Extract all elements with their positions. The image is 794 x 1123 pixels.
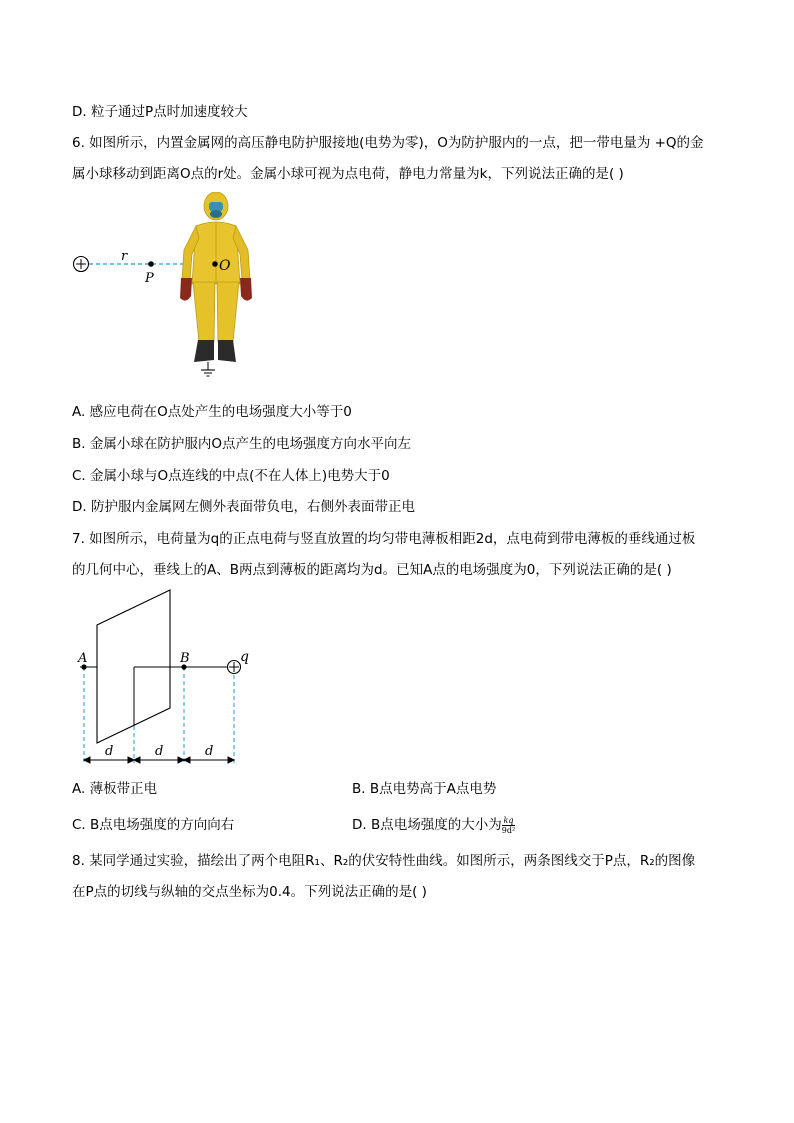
q6-stem-line2: 属小球移动到距离O点的r处。金属小球可视为点电荷，静电力常量为k，下列说法正确的是( ) [72, 166, 624, 182]
label-p: P [145, 271, 154, 286]
q7-stem-line2: 的几何中心，垂线上的A、B两点到薄板的距离均为d。已知A点的电场强度为0，下列说法正确的是( ) [72, 562, 672, 578]
point-p [148, 261, 154, 267]
q5-option-d: D. 粒子通过P点时加速度较大 [72, 104, 248, 120]
label-d-1: d [105, 744, 114, 759]
q7-figure [72, 585, 272, 770]
protective-suit-person-icon [180, 192, 252, 362]
fraction-denominator: 9d² [501, 825, 516, 835]
ground-icon [201, 362, 215, 376]
q6-option-d: D. 防护服内金属网左侧外表面带负电，右侧外表面带正电 [72, 499, 415, 515]
q7-option-c: C. B点电场强度的方向向右 [72, 817, 235, 833]
label-q: q [240, 649, 249, 665]
q6-figure [68, 192, 268, 384]
q6-option-c: C. 金属小球与O点连线的中点(不在人体上)电势大于0 [72, 468, 390, 484]
q6-option-b: B. 金属小球在防护服内O点产生的电场强度方向水平向左 [72, 436, 411, 452]
positive-charge-icon [74, 257, 89, 272]
label-b: B [180, 651, 190, 666]
q7-option-a: A. 薄板带正电 [72, 781, 158, 797]
q7-option-d [352, 815, 515, 835]
q7-option-b: B. B点电势高于A点电势 [352, 781, 497, 797]
positive-charge-icon [228, 661, 241, 674]
label-o: O [219, 258, 231, 274]
q6-stem-line1: 6. 如图所示，内置金属网的高压静电防护服接地(电势为零)，O为防护服内的一点，把一带电量为 +Q的金 [72, 135, 704, 151]
fraction-numerator: kq [503, 815, 514, 825]
q7-stem-line1: 7. 如图所示，电荷量为q的正点电荷与竖直放置的均匀带电薄板相距2d，点电荷到带电薄板的垂线通过板 [72, 531, 696, 547]
fraction-kq-9d2 [502, 816, 515, 835]
q8-stem-line2: 在P点的切线与纵轴的交点坐标为0.4。下列说法正确的是( ) [72, 884, 427, 900]
label-r: r [121, 249, 128, 264]
q6-option-a: A. 感应电荷在O点处产生的电场强度大小等于0 [72, 404, 352, 420]
label-a: A [78, 651, 88, 666]
label-d-2: d [155, 744, 164, 759]
q8-stem-line1: 8. 某同学通过实验，描绘出了两个电阻R₁、R₂的伏安特性曲线。如图所示，两条图线交于P点，R₂的图像 [72, 853, 696, 869]
point-o [212, 261, 218, 267]
label-d-3: d [205, 744, 214, 759]
q7-option-d-text: D. B点电场强度的大小为 [352, 817, 502, 833]
